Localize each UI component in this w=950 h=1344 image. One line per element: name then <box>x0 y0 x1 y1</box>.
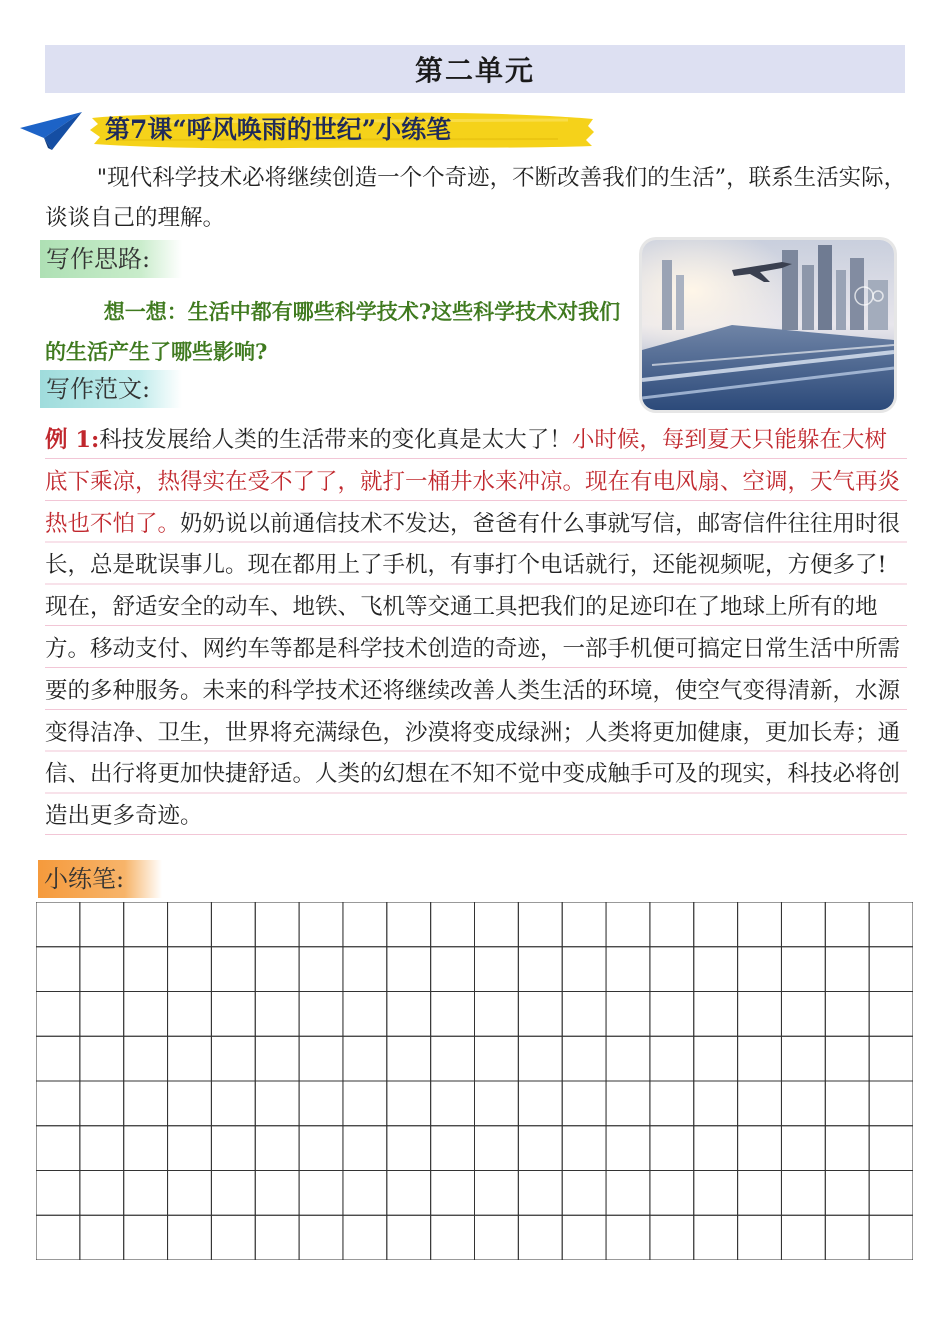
grid-cell[interactable] <box>211 1215 255 1260</box>
grid-cell[interactable] <box>825 1126 869 1171</box>
grid-cell[interactable] <box>36 1215 80 1260</box>
grid-cell[interactable] <box>562 1171 606 1216</box>
grid-cell[interactable] <box>825 1036 869 1081</box>
grid-cell[interactable] <box>869 1126 913 1171</box>
grid-cell[interactable] <box>562 1126 606 1171</box>
grid-cell[interactable] <box>36 1081 80 1126</box>
grid-cell[interactable] <box>694 902 738 947</box>
practice-label: 小练笔: <box>38 860 162 898</box>
grid-cell[interactable] <box>825 1171 869 1216</box>
grid-cell[interactable] <box>650 992 694 1037</box>
grid-cell[interactable] <box>518 1215 562 1260</box>
grid-cell[interactable] <box>343 902 387 947</box>
grid-cell[interactable] <box>80 902 124 947</box>
grid-cell[interactable] <box>211 902 255 947</box>
grid-cell[interactable] <box>80 1215 124 1260</box>
grid-cell[interactable] <box>168 1036 212 1081</box>
grid-cell[interactable] <box>255 992 299 1037</box>
grid-cell[interactable] <box>738 1036 782 1081</box>
writing-idea-label: 写作思路: <box>40 240 182 278</box>
grid-cell[interactable] <box>168 1126 212 1171</box>
grid-cell[interactable] <box>650 947 694 992</box>
lesson-title: 第7课“呼风唤雨的世纪”小练笔 <box>105 115 452 144</box>
grid-cell[interactable] <box>825 992 869 1037</box>
grid-cell[interactable] <box>781 1126 825 1171</box>
grid-cell[interactable] <box>168 992 212 1037</box>
grid-cell[interactable] <box>650 1081 694 1126</box>
grid-cell[interactable] <box>606 902 650 947</box>
grid-cell[interactable] <box>343 992 387 1037</box>
grid-cell[interactable] <box>343 1081 387 1126</box>
grid-cell[interactable] <box>694 1036 738 1081</box>
grid-cell[interactable] <box>738 902 782 947</box>
grid-cell[interactable] <box>694 1215 738 1260</box>
grid-cell[interactable] <box>738 947 782 992</box>
grid-cell[interactable] <box>299 1126 343 1171</box>
practice-writing-grid[interactable] <box>36 902 913 1260</box>
grid-cell[interactable] <box>562 1215 606 1260</box>
grid-cell[interactable] <box>606 992 650 1037</box>
grid-cell[interactable] <box>80 1126 124 1171</box>
grid-cell[interactable] <box>36 902 80 947</box>
example-essay <box>45 420 907 838</box>
grid-cell[interactable] <box>518 1126 562 1171</box>
grid-cell[interactable] <box>781 1215 825 1260</box>
grid-cell[interactable] <box>255 1171 299 1216</box>
grid-cell[interactable] <box>80 1036 124 1081</box>
grid-cell[interactable] <box>168 947 212 992</box>
unit-title: 第二单元 <box>45 45 905 93</box>
grid-cell[interactable] <box>650 1036 694 1081</box>
grid-cell[interactable] <box>211 947 255 992</box>
grid-cell[interactable] <box>168 902 212 947</box>
grid-cell[interactable] <box>475 1171 519 1216</box>
grid-cell[interactable] <box>694 1081 738 1126</box>
grid-cell[interactable] <box>650 1171 694 1216</box>
grid-cell[interactable] <box>387 1036 431 1081</box>
grid-cell[interactable] <box>606 1081 650 1126</box>
grid-cell[interactable] <box>255 1126 299 1171</box>
grid-cell[interactable] <box>299 1036 343 1081</box>
grid-cell[interactable] <box>211 1126 255 1171</box>
grid-cell[interactable] <box>475 1081 519 1126</box>
grid-cell[interactable] <box>518 992 562 1037</box>
grid-cell[interactable] <box>475 1215 519 1260</box>
grid-cell[interactable] <box>694 1171 738 1216</box>
grid-cell[interactable] <box>431 1215 475 1260</box>
grid-cell[interactable] <box>869 1215 913 1260</box>
grid-cell[interactable] <box>255 1081 299 1126</box>
grid-cell[interactable] <box>124 1126 168 1171</box>
grid-cell[interactable] <box>825 947 869 992</box>
grid-cell[interactable] <box>211 1036 255 1081</box>
grid-cell[interactable] <box>36 947 80 992</box>
grid-cell[interactable] <box>124 902 168 947</box>
grid-cell[interactable] <box>738 1215 782 1260</box>
grid-cell[interactable] <box>738 1081 782 1126</box>
grid-cell[interactable] <box>255 1036 299 1081</box>
grid-cell[interactable] <box>694 992 738 1037</box>
grid-cell[interactable] <box>606 1215 650 1260</box>
essay-part-2-highlight: 小时候，每到夏天只能躲在大树底下乘凉，热得实在受不了了，就打一桶井水来冲凉。现在有电风扇、空调，天气再炎热也不怕了。 <box>45 427 901 537</box>
grid-cell[interactable] <box>518 947 562 992</box>
grid-cell[interactable] <box>869 1081 913 1126</box>
grid-cell[interactable] <box>431 1036 475 1081</box>
grid-cell[interactable] <box>387 992 431 1037</box>
grid-cell[interactable] <box>650 902 694 947</box>
grid-cell[interactable] <box>36 992 80 1037</box>
grid-cell[interactable] <box>387 1171 431 1216</box>
grid-cell[interactable] <box>518 1081 562 1126</box>
grid-cell[interactable] <box>387 1126 431 1171</box>
grid-cell[interactable] <box>738 1126 782 1171</box>
grid-cell[interactable] <box>431 1081 475 1126</box>
grid-cell[interactable] <box>168 1215 212 1260</box>
grid-cell[interactable] <box>869 947 913 992</box>
grid-cell[interactable] <box>387 1081 431 1126</box>
grid-cell[interactable] <box>211 1171 255 1216</box>
think-question: 想一想：生活中都有哪些科学技术?这些科学技术对我们的生活产生了哪些影响? <box>45 299 621 364</box>
grid-cell[interactable] <box>211 992 255 1037</box>
grid-cell[interactable] <box>387 947 431 992</box>
grid-cell[interactable] <box>869 902 913 947</box>
grid-cell[interactable] <box>299 1081 343 1126</box>
grid-cell[interactable] <box>211 1081 255 1126</box>
essay-part-1: 科技发展给人类的生活带来的变化真是太大了！ <box>99 427 572 453</box>
grid-cell[interactable] <box>168 1081 212 1126</box>
example-tag: 例 1: <box>45 427 100 453</box>
grid-cell[interactable] <box>738 992 782 1037</box>
grid-cell[interactable] <box>299 1215 343 1260</box>
grid-cell[interactable] <box>431 1171 475 1216</box>
grid-cell[interactable] <box>650 1126 694 1171</box>
grid-cell[interactable] <box>343 1126 387 1171</box>
grid-cell[interactable] <box>825 1215 869 1260</box>
grid-cell[interactable] <box>431 902 475 947</box>
grid-cell[interactable] <box>299 902 343 947</box>
grid-cell[interactable] <box>475 1126 519 1171</box>
grid-cell[interactable] <box>387 902 431 947</box>
grid-cell[interactable] <box>650 1215 694 1260</box>
grid-cell[interactable] <box>606 1171 650 1216</box>
grid-cell[interactable] <box>80 992 124 1037</box>
grid-cell[interactable] <box>694 1126 738 1171</box>
grid-cell[interactable] <box>343 1171 387 1216</box>
grid-cell[interactable] <box>80 947 124 992</box>
grid-cell[interactable] <box>869 1171 913 1216</box>
grid-cell[interactable] <box>36 1126 80 1171</box>
grid-cell[interactable] <box>606 947 650 992</box>
grid-cell[interactable] <box>431 947 475 992</box>
grid-cell[interactable] <box>299 947 343 992</box>
grid-cell[interactable] <box>475 947 519 992</box>
grid-cell[interactable] <box>518 1171 562 1216</box>
grid-cell[interactable] <box>562 902 606 947</box>
grid-cell[interactable] <box>781 902 825 947</box>
grid-cell[interactable] <box>299 992 343 1037</box>
grid-cell[interactable] <box>343 1215 387 1260</box>
example-essay-label: 写作范文: <box>40 370 182 408</box>
grid-cell[interactable] <box>606 1036 650 1081</box>
grid-cell[interactable] <box>124 992 168 1037</box>
grid-cell[interactable] <box>738 1171 782 1216</box>
writing-prompt: "现代科学技术必将继续创造一个个奇迹，不断改善我们的生活”，联系生活实际，谈谈自己的理解。 <box>45 165 907 231</box>
grid-cell[interactable] <box>124 1081 168 1126</box>
grid-cell[interactable] <box>255 902 299 947</box>
grid-cell[interactable] <box>518 902 562 947</box>
grid-cell[interactable] <box>431 1126 475 1171</box>
grid-cell[interactable] <box>869 992 913 1037</box>
grid-cell[interactable] <box>36 1036 80 1081</box>
grid-cell[interactable] <box>518 1036 562 1081</box>
grid-cell[interactable] <box>562 992 606 1037</box>
grid-cell[interactable] <box>825 1081 869 1126</box>
grid-cell[interactable] <box>124 1171 168 1216</box>
grid-cell[interactable] <box>387 1215 431 1260</box>
grid-cell[interactable] <box>255 1215 299 1260</box>
grid-cell[interactable] <box>124 1036 168 1081</box>
grid-cell[interactable] <box>124 947 168 992</box>
grid-cell[interactable] <box>562 1036 606 1081</box>
grid-cell[interactable] <box>562 1081 606 1126</box>
grid-cell[interactable] <box>168 1171 212 1216</box>
grid-cell[interactable] <box>475 1036 519 1081</box>
grid-cell[interactable] <box>694 947 738 992</box>
grid-cell[interactable] <box>825 902 869 947</box>
grid-cell[interactable] <box>475 992 519 1037</box>
grid-cell[interactable] <box>781 1036 825 1081</box>
grid-cell[interactable] <box>36 1171 80 1216</box>
grid-cell[interactable] <box>80 1171 124 1216</box>
grid-cell[interactable] <box>781 947 825 992</box>
grid-cell[interactable] <box>475 902 519 947</box>
grid-cell[interactable] <box>869 1036 913 1081</box>
grid-cell[interactable] <box>255 947 299 992</box>
technology-city-photo <box>642 240 894 410</box>
essay-part-3: 奶奶说以前通信技术不发达，爸爸有什么事就写信，邮寄信件往往用时很长，总是耽误事儿。现在都用上了手机，有事打个电话就行，还能视频呢，方便多了!现在，舒适安全的动车、地铁、飞机等交通工具把我们的足迹印在了地球上所有的地方。移动支付、网约车等都是科学技术创造的奇迹，一部手机便可搞定日常生活中所需要的多种服务。未来的科学技术还将继续改善人类生活的环境，使空气变得清新，水源变得洁净、卫生，世界将充满绿色，沙漠将变成绿洲；人类将更加健康，更加长寿；通信、出行将更加快捷舒适。人类的幻想在不知不觉中变成触手可及的现实，科技必将创造出更多奇迹。 <box>45 510 901 830</box>
grid-cell[interactable] <box>562 947 606 992</box>
grid-cell[interactable] <box>80 1081 124 1126</box>
grid-cell[interactable] <box>343 947 387 992</box>
grid-cell[interactable] <box>781 992 825 1037</box>
grid-cell[interactable] <box>124 1215 168 1260</box>
grid-cell[interactable] <box>299 1171 343 1216</box>
grid-cell[interactable] <box>606 1126 650 1171</box>
grid-cell[interactable] <box>343 1036 387 1081</box>
paper-plane-icon <box>18 108 84 152</box>
grid-cell[interactable] <box>431 992 475 1037</box>
grid-cell[interactable] <box>781 1171 825 1216</box>
grid-cell[interactable] <box>781 1081 825 1126</box>
